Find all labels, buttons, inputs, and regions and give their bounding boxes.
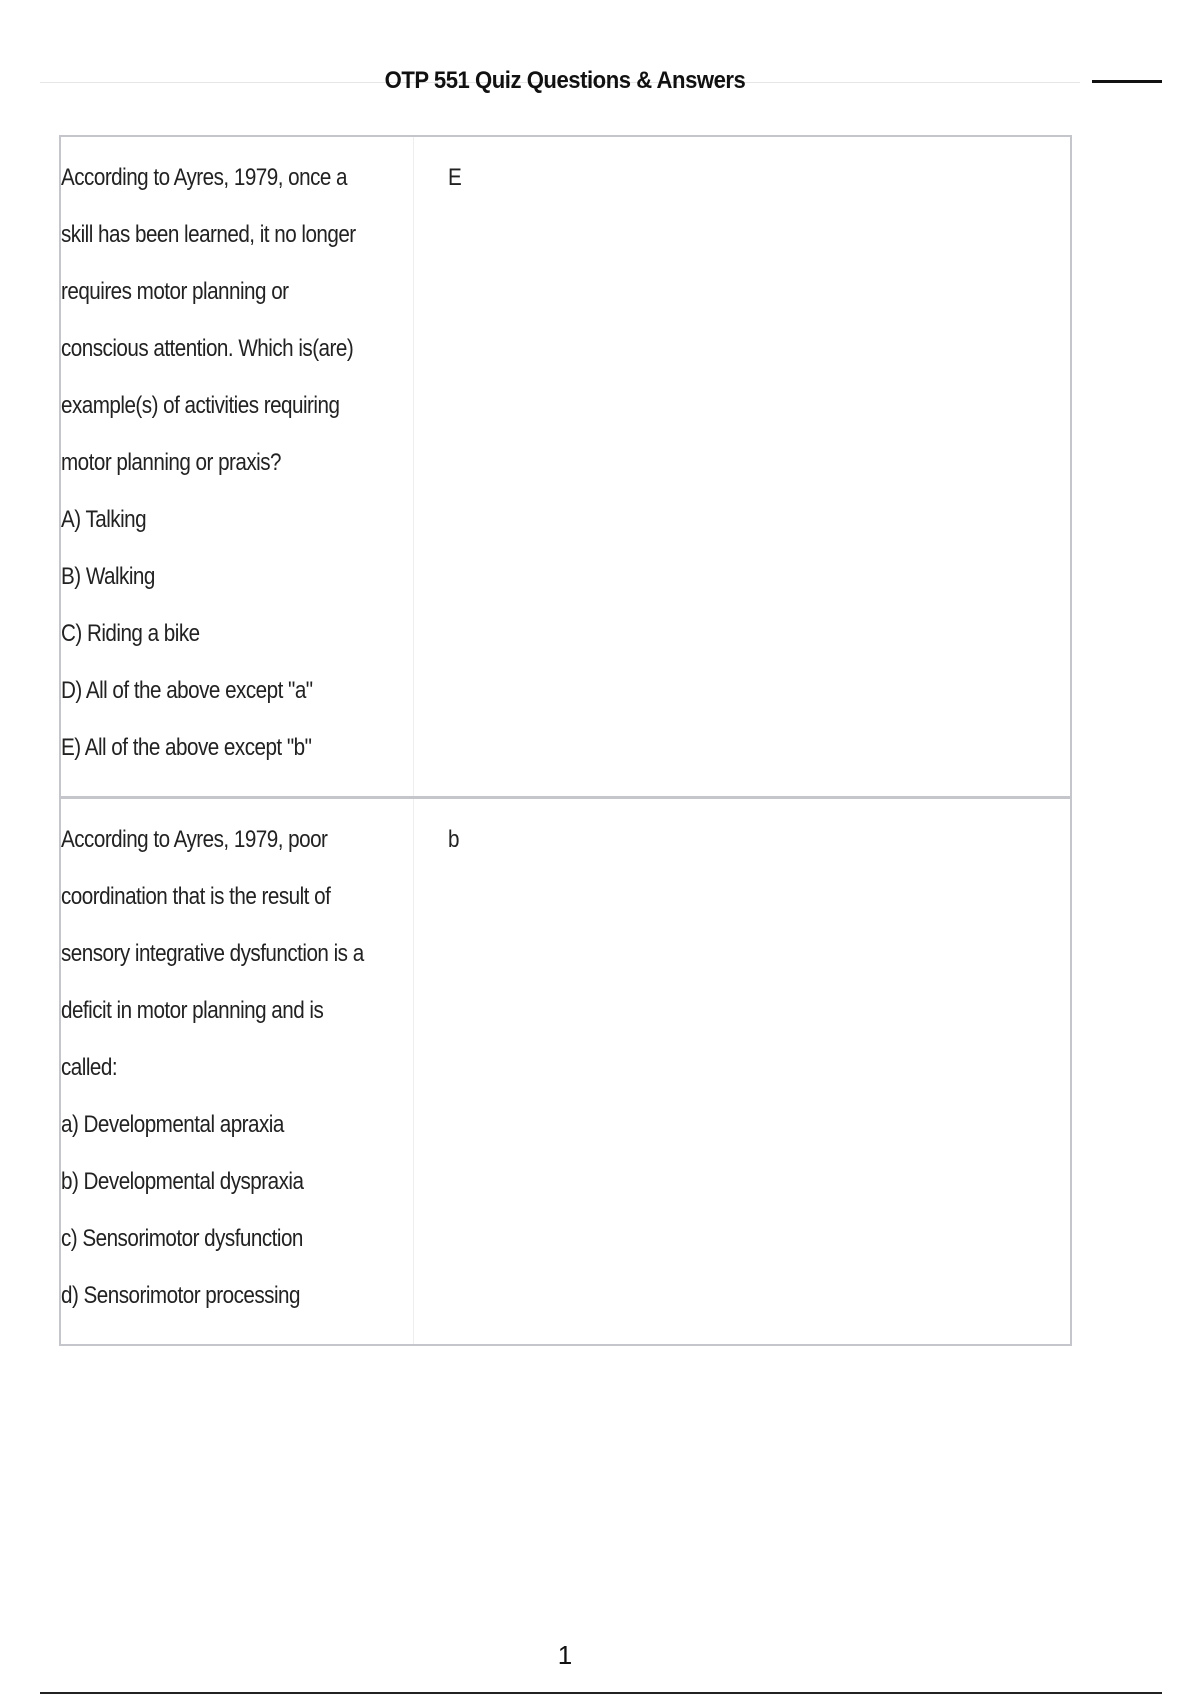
header-rule-accent bbox=[1092, 80, 1162, 83]
question-line: sensory integrative dysfunction is a bbox=[61, 940, 364, 967]
question-line: deficit in motor planning and is bbox=[61, 997, 324, 1024]
qa-row bbox=[60, 136, 1071, 798]
footer-divider bbox=[40, 1692, 1162, 1694]
answer-option: A) Talking bbox=[61, 506, 147, 533]
page-title: OTP 551 Quiz Questions & Answers bbox=[384, 67, 746, 94]
question-line: called: bbox=[61, 1054, 118, 1081]
question-line: According to Ayres, 1979, once a bbox=[61, 164, 348, 191]
qa-row bbox=[60, 798, 1071, 1346]
answer-option: b) Developmental dyspraxia bbox=[61, 1168, 304, 1195]
answer-cell bbox=[413, 136, 1071, 798]
question-line: According to Ayres, 1979, poor bbox=[61, 826, 328, 853]
answer-option: D) All of the above except "a" bbox=[61, 677, 313, 704]
question-line: requires motor planning or bbox=[61, 278, 289, 305]
answer-option: c) Sensorimotor dysfunction bbox=[61, 1225, 303, 1252]
question-line: example(s) of activities requiring bbox=[61, 392, 340, 419]
answer-option: d) Sensorimotor processing bbox=[61, 1282, 300, 1309]
question-line: conscious attention. Which is(are) bbox=[61, 335, 354, 362]
question-line: skill has been learned, it no longer bbox=[61, 221, 356, 248]
answer-cell bbox=[413, 798, 1071, 1346]
answer-text: b bbox=[447, 826, 459, 853]
answer-option: B) Walking bbox=[61, 563, 155, 590]
question-cell bbox=[60, 136, 413, 798]
qa-table bbox=[59, 135, 1072, 1346]
answer-option: E) All of the above except "b" bbox=[61, 734, 312, 761]
question-line: coordination that is the result of bbox=[61, 883, 331, 910]
question-cell bbox=[60, 798, 413, 1346]
answer-option: a) Developmental apraxia bbox=[61, 1111, 284, 1138]
answer-option: C) Riding a bike bbox=[61, 620, 200, 647]
question-line: motor planning or praxis? bbox=[61, 449, 281, 476]
answer-text: E bbox=[447, 164, 462, 191]
page-number: 1 bbox=[557, 1640, 573, 1670]
